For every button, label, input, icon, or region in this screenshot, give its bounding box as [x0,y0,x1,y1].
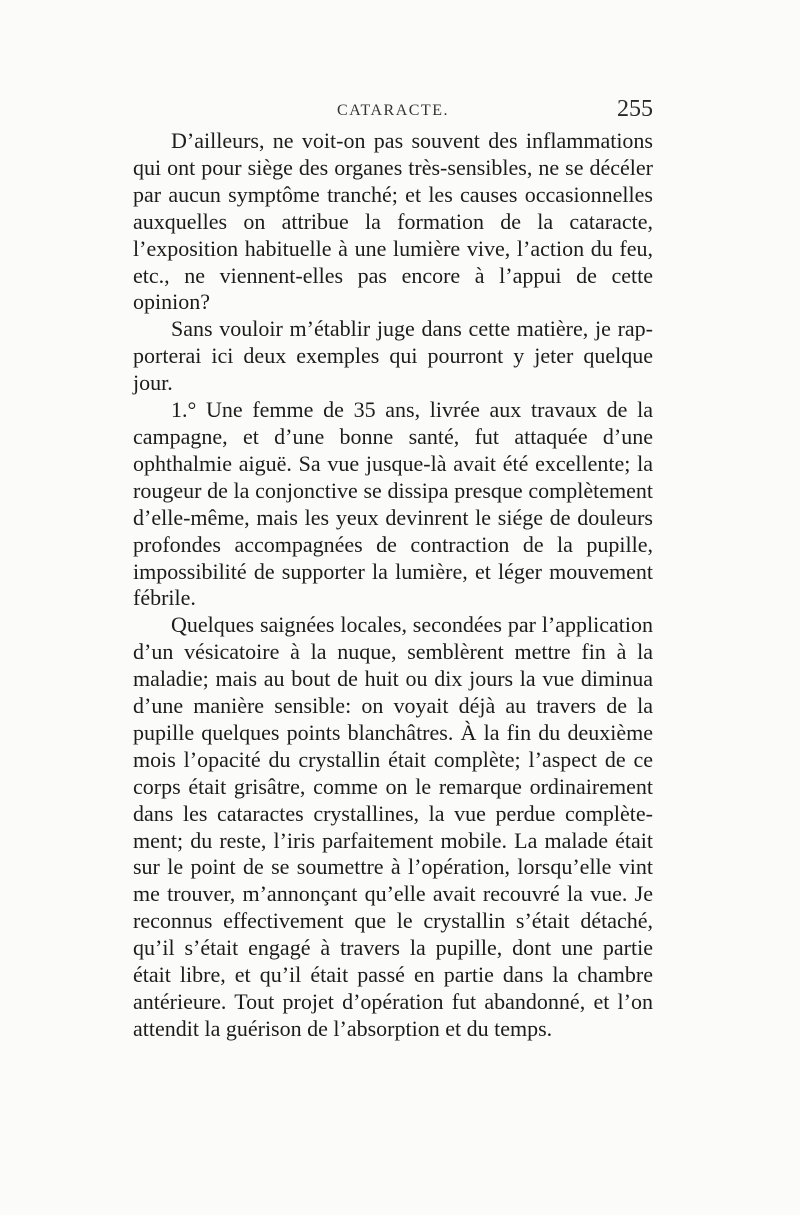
paragraph-4: Quelques saignées locales, secondées par l’application d’un vésicatoire à la nuque, semblèrent mettre fin à la maladie; mais au bout de huit ou dix jours la vue diminua d’une manière sensible: on voyait déjà au travers de la pupille quelques points blanchâtres. À la fin du deuxième mois l’opacité du crystallin était complète; l’aspect de ce corps était grisâtre, comme on le remarque ordinairement dans les cataractes crystallines, la vue perdue complètement; du reste, l’iris parfaitement mobile. La malade était sur le point de se soumettre à l’opération, lorsqu’elle vint me trouver, m’annonçant qu’elle avait recouvré la vue. Je reconnus effectivement que le crystallin s’était détaché, qu’il s’était engagé à travers la pupille, dont une partie était libre, et qu’il était passé en partie dans la chambre antérieure. Tout projet d’opération fut abandonné, et l’on attendit la guérison de l’absorption et du temps. [133,612,653,1041]
paragraph-2: Sans vouloir m’établir juge dans cette matière, je rapporterai ici deux exemples qui pourront y jeter quelque jour. [133,316,653,396]
paragraph-3: 1.° Une femme de 35 ans, livrée aux travaux de la campagne, et d’une bonne santé, fut attaquée d’une ophthalmie aiguë. Sa vue jusque-là avait été excellente; la rougeur de la conjonctive se dissipa presque complètement d’elle-même, mais les yeux devinrent le siége de douleurs profondes accompagnées de contraction de la pupille, impossibilité de supporter la lumière, et léger mouvement fébrile. [133,397,653,611]
page-header [133,96,653,126]
running-head: CATARACTE. [337,102,449,119]
body-text [133,128,653,1043]
page-number: 255 [617,96,653,122]
paragraph-1: D’ailleurs, ne voit-on pas souvent des inflammations qui ont pour siège des organes très-sensibles, ne se décéler par aucun symptôme tranché; et les causes occasionnelles auxquelles on attribue la formation de la cataracte, l’exposition habituelle à une lumière vive, l’action du feu, etc., ne viennent-elles pas encore à l’appui de cette opinion? [133,128,653,315]
